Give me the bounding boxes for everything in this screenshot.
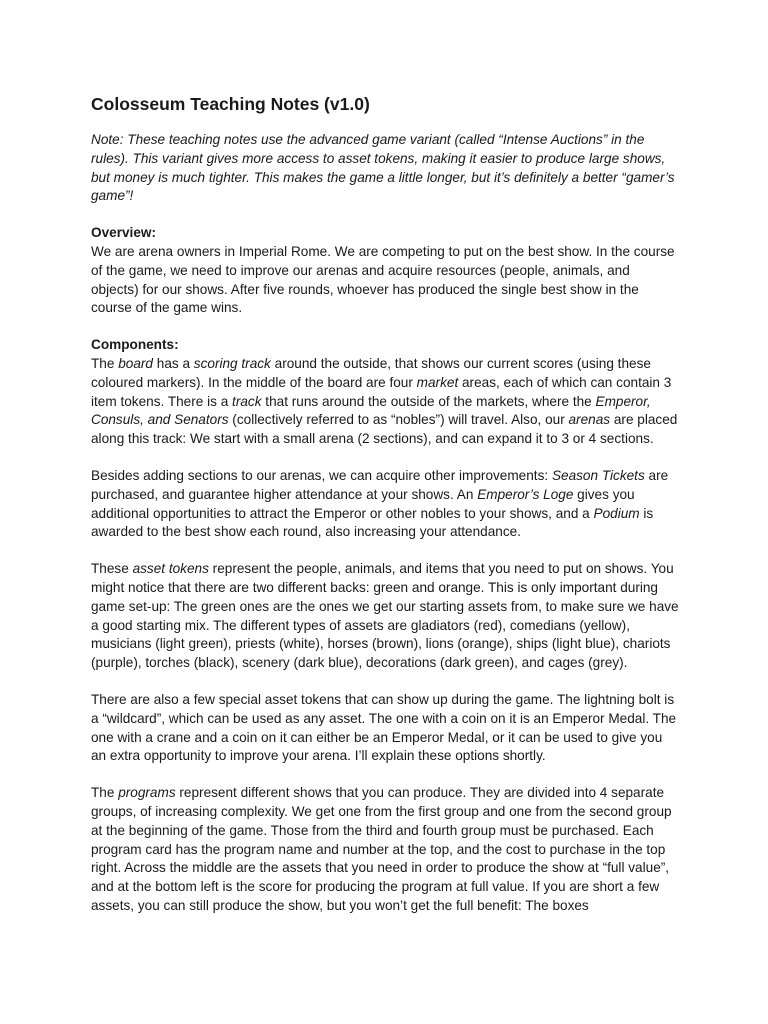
components-paragraph-board [91,336,679,449]
text-run: These [91,561,133,577]
document-title: Colosseum Teaching Notes (v1.0) [91,94,370,114]
text-run: has a [152,355,194,371]
text-run: are purchased, and guarantee higher attendance at your shows. An [91,467,669,502]
text-run: represent the people, animals, and items that you need to put on shows. You might notice that there are two different backs: green and orange. This is only important during game set-up: The green ones are the ones we get our starting assets from, to make sure we have a good starting mix. The different types of assets are gladiators (red), comedians (yellow), musicians (light green), priests (white), horses (brown), lions (orange), ships (light blue), chariots (purple), torches (black), scenery (dark blue), decorations (dark green), and cages (grey). [91,561,679,671]
text-run: gives you additional opportunities to attract the Emperor or other nobles to your shows, and a [91,486,635,521]
text-run: around the outside, that shows our current scores (using these coloured markers). In the middle of the board are four [91,355,651,390]
components-paragraph-programs [91,784,679,916]
emphasis-nobles: Emperor, Consuls, and Senators [91,393,651,428]
components-heading: Components: [91,337,179,353]
components-paragraph-asset-tokens [91,560,679,673]
text-run: represent different shows that you can produce. They are divided into 4 separate groups, of increasing complexity. We get one from the first group and one from the second group at the beginning of the game. Those from the third and fourth group must be purchased. Each program card has the program name and number at the top, and the cost to purchase in the top right. Across the middle are the assets that you need in order to produce the show at “full value”, and at the bottom left is the score for producing the program at full value. If you are short a few assets, you can still produce the show, but you won’t get the full benefit: The boxes [91,785,672,913]
emphasis-track: track [232,393,262,409]
text-run: The [91,785,119,801]
text-run: Besides adding sections to our arenas, we can acquire other improvements: [91,467,552,483]
emphasis-podium: Podium [593,505,640,521]
components-paragraph-special-tokens: There are also a few special asset tokens that can show up during the game. The lightning bolt is a “wildcard”, which can be used as any asset. The one with a coin on it is an Emperor Medal. The one with a crane and a coin on it can either be an Emperor Medal, or it can be used to give you an extra opportunity to improve your arena. I’ll explain these options shortly. [91,691,677,764]
emphasis-arenas: arenas [568,412,611,428]
text-run: areas, each of which can contain 3 item tokens. There is a [91,374,672,409]
emphasis-season-tickets: Season Tickets [551,467,645,483]
overview-heading: Overview: [91,225,156,241]
text-run: that runs around the outside of the markets, where the [261,393,596,409]
text-run: (collectively referred to as “nobles”) will travel. Also, our [228,412,569,428]
emphasis-asset-tokens: asset tokens [132,561,209,577]
emphasis-board: board [118,355,153,371]
document-page [91,93,679,916]
overview-text: We are arena owners in Imperial Rome. We are competing to put on the best show. In the course of the game, we need to improve our arenas and acquire resources (people, animals, and objects) for our shows. After five rounds, whoever has produced the single best show in the course of the game wins. [91,243,675,316]
emphasis-emperors-loge: Emperor’s Loge [477,486,574,502]
variant-note: Note: These teaching notes use the advanced game variant (called “Intense Auctions” in the rules). This variant gives more access to asset tokens, making it easier to produce large shows, but money is much tighter. This makes the game a little longer, but it’s definitely a better “gamer’s game”! [91,132,675,204]
emphasis-programs: programs [118,785,176,801]
emphasis-market: market [416,374,459,390]
components-paragraph-improvements [91,467,679,542]
overview-section [91,224,679,318]
text-run: are placed along this track: We start with a small arena (2 sections), and can expand it to 3 or 4 sections. [91,412,678,447]
text-run: is awarded to the best show each round, also increasing your attendance. [91,505,654,540]
text-run: The [91,355,119,371]
emphasis-scoring-track: scoring track [193,355,271,371]
